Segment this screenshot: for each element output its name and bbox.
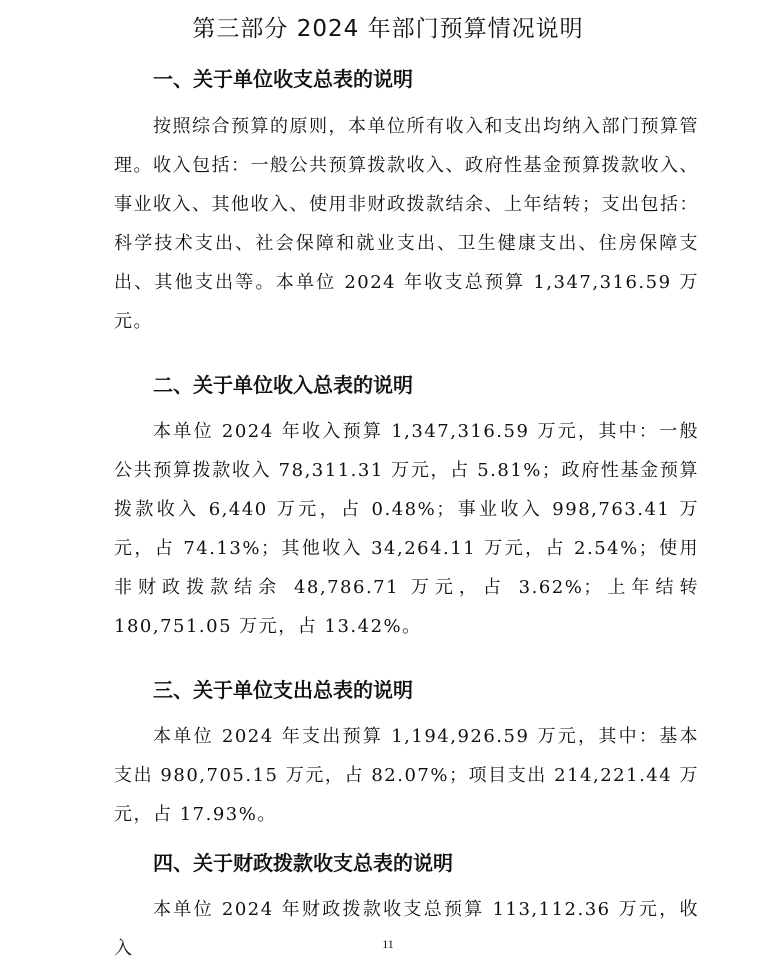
page-number: 11 — [382, 937, 394, 951]
section-heading: 二、关于单位收入总表的说明 — [153, 373, 413, 397]
section-paragraph: 本单位 2024 年财政拨款收支总预算 113,112.36 万元，收入 — [114, 899, 699, 959]
section-paragraph: 本单位 2024 年支出预算 1,194,926.59 万元，其中：基本支出 980,705.15 万元，占 82.07%；项目支出 214,221.44 万元，占 17.93%。 — [114, 726, 699, 825]
section-paragraph: 按照综合预算的原则，本单位所有收入和支出均纳入部门预算管理。收入包括：一般公共预算拨款收入、政府性基金预算拨款收入、事业收入、其他收入、使用非财政拨款结余、上年结转；支出包括：科学技术支出、社会保障和就业支出、卫生健康支出、住房保障支出、其他支出等。本单位 2024 年收支总预算 1,347,316.59 万元。 — [114, 116, 699, 332]
document-title: 第三部分 2024 年部门预算情况说明 — [192, 16, 584, 42]
section-heading: 四、关于财政拨款收支总表的说明 — [153, 851, 453, 875]
section-heading: 三、关于单位支出总表的说明 — [153, 678, 413, 702]
section-paragraph: 本单位 2024 年收入预算 1,347,316.59 万元，其中：一般公共预算拨款收入 78,311.31 万元，占 5.81%；政府性基金预算拨款收入 6,440 万元，占 0.48%；事业收入 998,763.41 万元，占 74.13%；其他收入 34,264.11 万元，占 2.54%；使用非财政拨款结余 48,786.71 万元，占 3.62%；上年结转 180,751.05 万元，占 13.42%。 — [114, 421, 699, 637]
section-heading: 一、关于单位收支总表的说明 — [153, 67, 413, 91]
